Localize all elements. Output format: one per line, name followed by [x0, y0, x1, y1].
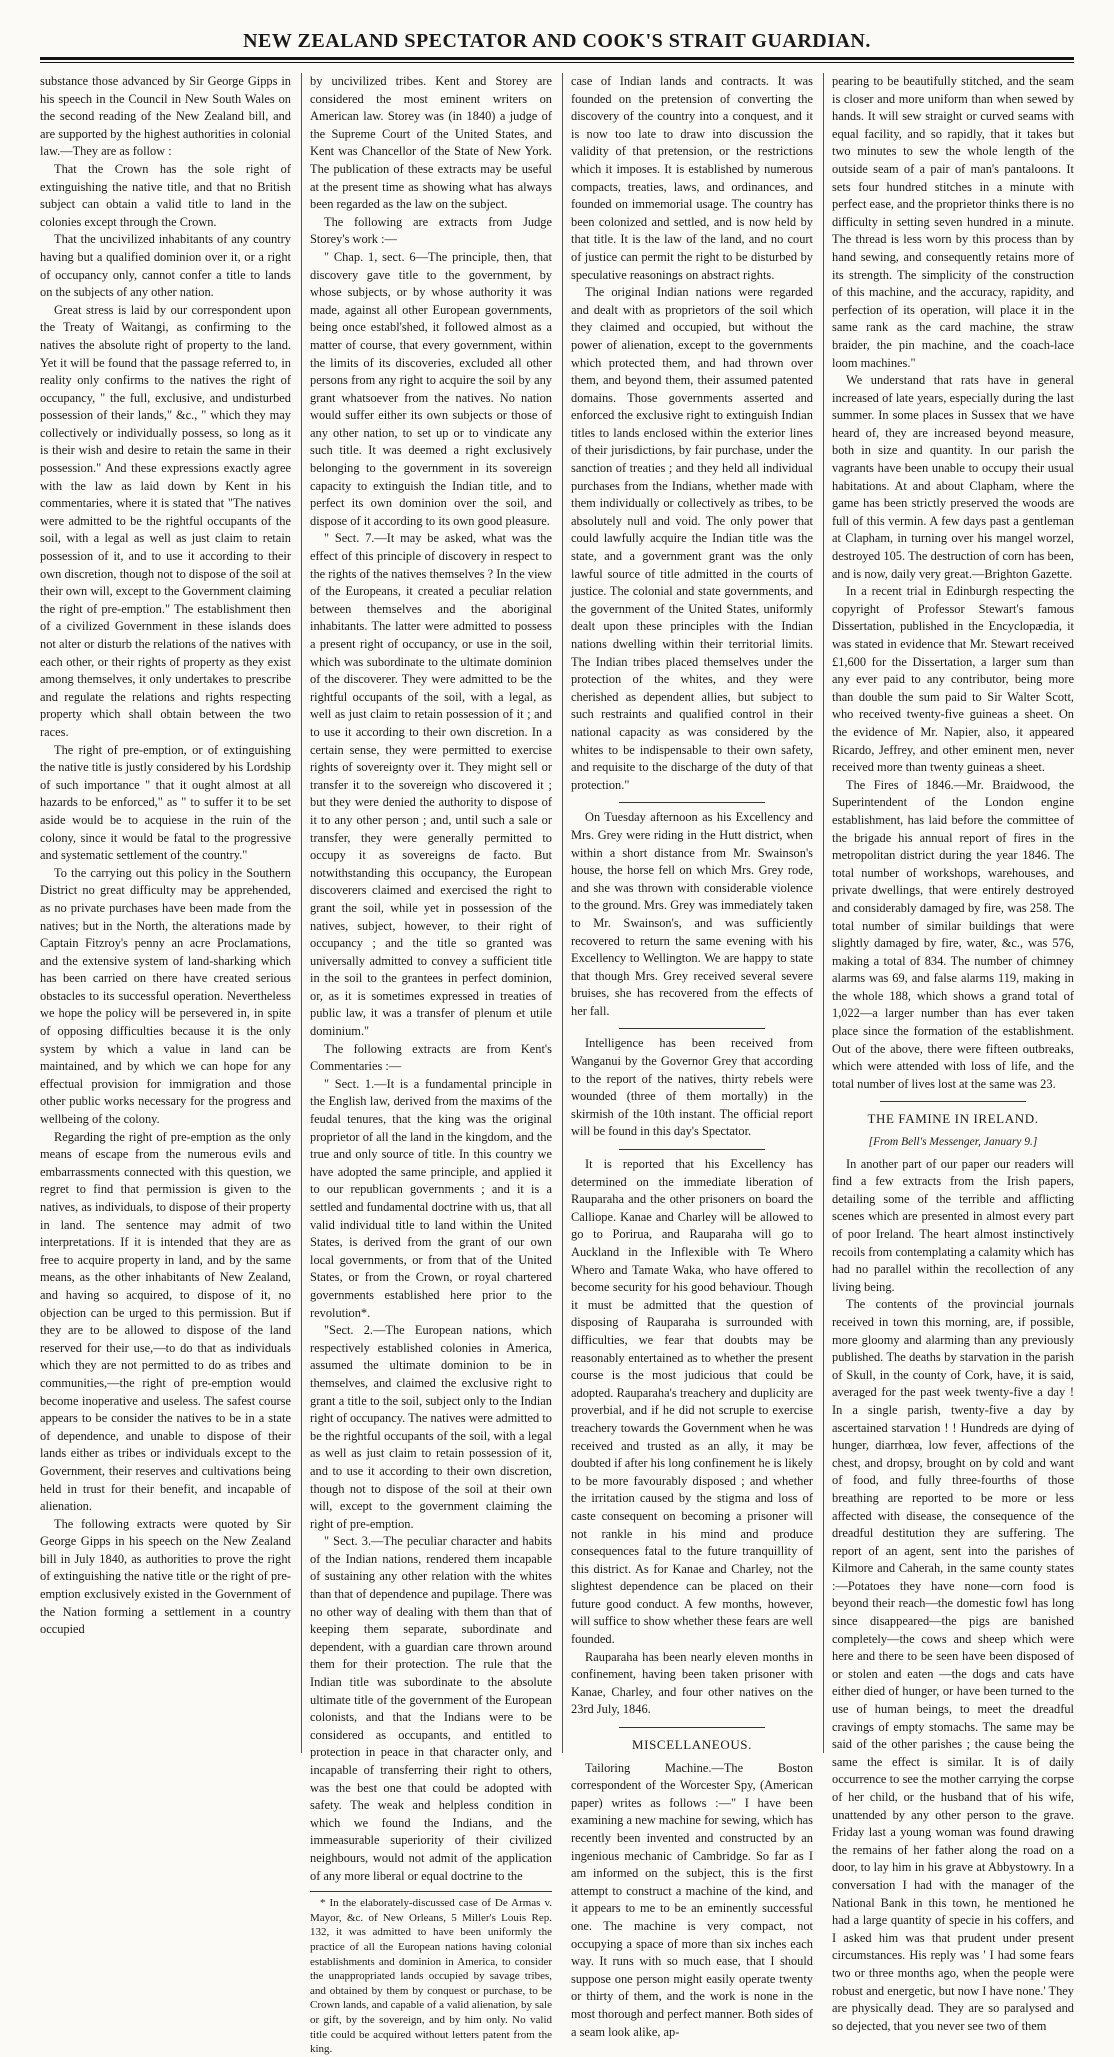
paragraph: by uncivilized tribes. Kent and Storey are considered the most eminent writers on American law. Storey was (in 1840) a judge of the Supreme Court of the United States, and Kent was Chancellor of the State of New York. The publication of these extracts may be useful at the present time as showing what has always been regarded as the law on the subject. [310, 74, 552, 212]
paragraph: The original Indian nations were regarded and dealt with as proprietors of the soil which they claimed and occupied, but without the power of alienation, except to the governments which protected them, and had thrown over them, and beyond them, their assumed patented domains. Those governments asserted and enforced the exclusive right to extinguish Indian titles to lands enclosed within the exterior lines of their jurisdictions, by fair purchase, under the sanction of treaties ; and they held all individual purchases from the Indians, whether made with them individually or collectively as tribes, to be absolutely null and void. The only power that could lawfully acquire the Indian title was the state, and a government grant was the only lawful source of title admitted in the courts of justice. The colonial and state governments, and the government of the United States, uniformly dealt upon these principles with the Indian nations dwelling within their territorial limits. The Indian tribes placed themselves under the protection of the whites, and they were cherished as dependent allies, but subject to such restraints and qualified control in their national capacity as was considered by the whites to be indispensable to their own safety, and requisite to the discharge of the duty of that protection." [571, 285, 813, 792]
paragraph: The following are extracts from Judge Storey's work :— [310, 214, 552, 247]
paragraph: In a recent trial in Edinburgh respecting the copyright of Professor Stewart's famous Dissertation, published in the Encyclopædia, it was stated in evidence that Mr. Stewart received £1,600 for the Dissertation, a larger sum than any ever paid to any contributor, being more than double the sum paid to Sir Walter Scott, who received twenty-five guineas a sheet. On the evidence of Mr. Napier, also, it appeared Ricardo, Jeffrey, and other eminent men, never received more than twenty guineas a sheet. [832, 584, 1074, 775]
paragraph: Rauparaha has been nearly eleven months in confinement, having been taken prisoner with Kanae, Charley, and four other natives on the 23rd July, 1846. [571, 1649, 813, 1717]
paragraph: " Sect. 3.—The peculiar character and habits of the Indian nations, rendered them incapable of sustaining any other relation with the whites than that of dependence and pupilage. There was no other way of dealing with them than that of keeping them separate, subordinate and dependent, with a guardian care thrown around them for their protection. The rule that the Indian title was subordinate to the absolute ultimate title of the government of the European colonists, and that the Indians were to be considered as occupants, and entitled to protection in peace in that character only, and incapable of transferring their right to others, was the best one that could be adopted with safety. The weak and helpless condition in which we found the Indians, and the immeasurable superiority of their civilized neighbours, would not admit of the application of any more liberal or equal doctrine to the [310, 1534, 552, 1883]
column-2 [301, 73, 552, 2056]
article-columns [40, 73, 1074, 2056]
section-title-famine: THE FAMINE IN IRELAND. [867, 1111, 1039, 1127]
paragraph: The following extracts are from Kent's Commentaries :— [310, 1041, 552, 1074]
footnote-text: * In the elaborately-discussed case of De Armas v. Mayor, &c. of New Orleans, 5 Miller's Louis Rep. 132, it was admitted to have been uniformly the practice of all the European nations having colonial establishments and dominion in America, to consider the unappropriated lands occupied by savage tribes, and obtained by them by conquest or purchase, to be Crown lands, and capable of a valid alienation, by sale or gift, by the sovereign, and by him only. No valid title could be acquired without letters patent from the king. [310, 1897, 552, 2056]
paragraph: " Sect. 1.—It is a fundamental principle in the English law, derived from the maxims of the feudal tenures, that the king was the original proprietor of all the land in the kingdom, and the true and only source of title. In this country we have adopted the same principle, and applied it to our republican governments ; and it is a settled and fundamental doctrine with us, that all valid individual title to land within the United States, is derived from the grant of our own local governments, or from that of the United States, or from the Crown, or royal chartered governments established here prior to the revolution*. [310, 1076, 552, 1320]
paragraph: Regarding the right of pre-emption as the only means of escape from the numerous evils and embarrassments connected with this question, we regret to find that permission is given to the natives, as individuals, to dispose of their property in land. The sentence may admit of two interpretations. If it is intended that they are as free to acquire property in land, and by the same means, as the other inhabitants of New Zealand, and having so acquired, to dispose of it, no objection can be urged to this permission. But if they are to be allowed to dispose of the land reserved for their use,—to do that as individuals which they are not permitted to do as tribes and communities,—the right of pre-emption would become inoperative and useless. The safest course appears to be consider the natives to be in a state of dependence, and unable to dispose of their lands either as tribes or individuals except to the Government, their reserves and cultivations being held in trust for their benefit, and incapable of alienation. [40, 1129, 291, 1514]
paragraph: To the carrying out this policy in the Southern District no great difficulty may be apprehended, as no private purchases have been made from the natives; but in the North, the alterations made by Captain Fitzroy's penny an acre Proclamations, and the extensive system of land-sharking which has been carried on there have created serious obstacles to its successful operation. Nevertheless we hope the policy will be persevered in, in spite of opposing difficulties because it is the only system by which a value in land can be maintained, and by which we can hope for any effectual provision for immigration and those other public works necessary for the progress and wellbeing of the colony. [40, 865, 291, 1127]
section-separator [619, 1028, 764, 1029]
paragraph: The following extracts were quoted by Sir George Gipps in his speech on the New Zealand bill in July 1840, as authorities to prove the right of extinguishing the native title or the right of pre-emption exclusively existed in the Government of the Nation forming a settlement in a country occupied [40, 1516, 291, 1637]
paragraph: "Sect. 2.—The European nations, which respectively established colonies in America, assumed the ultimate dominion to be in themselves, and claimed the exclusive right to grant a title to the soil, subject only to the Indian right of occupancy. The natives were admitted to be the rightful occupants of the soil, with a legal as well as just claim to retain possession of it, and to use it according to their own discretion, though not to dispose of the soil at their own will, except to the government claiming the right of pre-emption. [310, 1323, 552, 1531]
paragraph: pearing to be beautifully stitched, and the seam is closer and more uniform than when sewed by hands. It will sew straight or curved seams with equal facility, and so rapidly, that it takes but two minutes to sew the whole length of the outside seam of a pair of man's pantaloons. It sets four hundred stitches in a minute with perfect ease, and the proprietor thinks there is no difficulty in setting seven hundred in a minute. The thread is less worn by this process than by hand sewing, and consequently retains more of its strength. The simplicity of the construction of this machine, and the accuracy, rapidity, and perfection of its operation, will place it in the same rank as the card machine, the straw braider, the pin machine, and the coach-lace loom machines." [832, 74, 1074, 370]
column-3 [562, 73, 813, 2039]
column-4 [823, 73, 1074, 2033]
paragraph: case of Indian lands and contracts. It was founded on the pretension of converting the discovery of the country into a conquest, and it is now too late to draw into discussion the validity of that pretension, or the restrictions which it imposes. It is established by numerous compacts, treaties, laws, and ordinances, and founded on immemorial usage. The country has been colonized and settled, and is now held by that title. It is the law of the land, and no court of justice can permit the right to be disturbed by speculative reasonings on abstract rights. [571, 74, 813, 282]
paragraph: On Tuesday afternoon as his Excellency and Mrs. Grey were riding in the Hutt district, when within a short distance from Mr. Swainson's house, the horse fell on which Mrs. Grey rode, and she was thrown with considerable violence to the ground. Mrs. Grey was immediately taken to Mr. Swainson's, and was sufficiently recovered to return the same evening with his Excellency to Wellington. We are happy to state that though Mrs. Grey received several severe bruises, she has recovered from the effects of her fall. [571, 810, 813, 1018]
paragraph: " Chap. 1, sect. 6—The principle, then, that discovery gave title to the government, by whose subjects, or by whose authority it was made, against all other European governments, being once establ'shed, it followed almost as a matter of course, that every government, within the limits of its discoveries, excluded all other persons from any right to acquire the soil by any grant whatsoever from the natives. No nation would suffer either its own subjects or those of any other nation, to set up or to vindicate any such title. It was deemed a right exclusively belonging to the government in its sovereign capacity to extinguish the Indian title, and to perfect its own dominion over the soil, and dispose of it according to its own good pleasure. [310, 249, 552, 528]
paragraph: " Sect. 7.—It may be asked, what was the effect of this principle of discovery in respect to the rights of the natives themselves ? In the view of the Europeans, it created a peculiar relation between themselves and the aboriginal inhabitants. The latter were admitted to possess a present right of occupancy, or use in the soil, which was subordinate to the ultimate dominion of the discoverer. They were admitted to be the rightful occupants of the soil, with a legal, as well as just claim to retain possession of it ; and to use it according to their own discretion. In a certain sense, they were permitted to exercise rights of sovereignty over it. They might sell or transfer it to the sovereign who discovered it ; but they were denied the authority to dispose of it to any other person ; and, until such a sale or transfer, they were generally permitted to occupy it as sovereigns de facto. But notwithstanding this occupancy, the European discoverers claimed and exercised the right to grant the soil, while yet in possession of the natives, subject, however, to their right of occupancy ; and the title so granted was universally admitted to convey a sufficient title in the soil to the grantees in perfect dominion, or, as it is sometimes expressed in treaties of public law, it was a transfer of plenum et utile dominium." [310, 531, 552, 1039]
paragraph: That the uncivilized inhabitants of any country having but a qualified dominion over it, or a right of occupancy only, cannot confer a title to lands on the subjects of any other nation. [40, 232, 291, 300]
section-separator [619, 1149, 764, 1150]
masthead-rule-thin [40, 62, 1074, 63]
paragraph: The right of pre-emption, or of extinguishing the native title is justly considered by his Lordship of such importance " that it ought almost at all hazards to be enforced," as " to suffer it to be set aside would be to acquiese in the ruin of the colony, since it would be fatal to the progressive and systematic settlement of the country." [40, 742, 291, 863]
paragraph: We understand that rats have in general increased of late years, especially during the last summer. In some places in Sussex that we have heard of, they are increased beyond measure, both in size and quantity. In our parish the vagrants have been unable to occupy their usual habitations. At and about Clapham, where the game has been strictly preserved the woods are full of this vermin. A few days past a gentleman at Clapham, in turning over his mangel worzel, destroyed 105. The destruction of corn has been, and is now, daily very great.—Brighton Gazette. [832, 373, 1074, 581]
paragraph: That the Crown has the sole right of extinguishing the native title, and that no British subject can obtain a valid title to land in the colonies except through the Crown. [40, 161, 291, 229]
paragraph: The contents of the provincial journals received in town this morning, are, if possible, more gloomy and alarming than any previously published. The deaths by starvation in the parish of Skull, in the county of Cork, have, it is said, averaged for the past week twenty-five a day ! In a single parish, twenty-five a day by ascertained starvation ! ! Hundreds are dying of hunger, diarrhœa, low fever, affections of the chest, and dropsy, brought on by cold and want of food, and fully three-fourths of those breathing are reported to be more or less affected with disease, the consequence of the dreadful destitution they are suffering. The report of an agent, sent into the parishes of Kilmore and Caherah, in the same county states :—Potatoes they have none—corn food is beyond their reach—the domestic fowl has long since disappeared—the pigs are banished completely—the cows and sheep which were here and there to be seen have been disposed of or stolen and eaten —the dogs and cats have either died of hunger, or have been turned to the use of human beings, to meet the dreadful cravings of empty stomachs. The same may be said of the other parishes ; the cause being the same the effect is similar. It is of daily occurrence to see the mother carrying the corpse of her child, or the husband that of his wife, unattended by any other person to the grave. Friday last a young woman was found drawing the remains of her father along the road on a door, to lay him in his grave at Abbystowry. In a conversation I had with the manager of the National Bank in this town, he mentioned he had a large quantity of specie in his coffers, and I asked him was that prudent under present circumstances. His reply was ' I had some fears two or three months ago, when the people were robust and energetic, but now I have none.' They are physically dead. They are so paralysed and so dejected, that you never see two of them [832, 1297, 1074, 2033]
column-1 [40, 73, 291, 1753]
paragraph: Intelligence has been received from Wanganui by the Governor Grey that according to the report of the natives, thirty rebels were wounded (three of them mortally) in the skirmish of the 10th instant. The official report will be found in this day's Spectator. [571, 1036, 813, 1139]
masthead: NEW ZEALAND SPECTATOR AND COOK'S STRAIT GUARDIAN. [243, 30, 871, 52]
masthead-rule-thick [40, 57, 1074, 60]
paragraph: Great stress is laid by our correspondent upon the Treaty of Waitangi, as confirming to the natives the absolute right of property to the land. Yet it will be found that the passage referred to, in reality only confirms to the natives the right of occupancy, " the full, exclusive, and undisturbed possession of their lands," &c., " which they may collectively or individually possess, so long as it is their wish and desire to retain the same in their possession." And these expressions exactly agree with the law as laid down by Kent in his commentaries, where it is stated that "The natives were admitted to be the rightful occupants of the soil, with a legal as well as just claim to retain possession of it, and to use it according to their own discretion, though not to dispose of the soil at their own will, except to the Government claiming the right of pre-emption." The establishment then of a civilized Government in these islands does not alter or disturb the relations of the natives with each other, or their rights of property as they exist among themselves, it only undertakes to prescribe and regulate the relations and rights respecting property which shall obtain between the two races. [40, 302, 291, 739]
paragraph: The Fires of 1846.—Mr. Braidwood, the Superintendent of the London engine establishment, has laid before the committee of the brigade his annual report of fires in the metropolitan district during the year 1846. The total number of workshops, warehouses, and private dwellings, that were entirely destroyed and considerably damaged by fire, was 258. The total number of similar buildings that were slightly damaged by fire, water, &c., was 576, making a total of 834. The number of chimney alarms was 69, and false alarms 119, making in the whole 188, which shows a grand total of 1,022—a larger number than has ever taken place since the formation of the establishment. Out of the above, there were fifteen outbreaks, which were attended with loss of life, and the total number of lives lost at the same was 23. [832, 777, 1074, 1091]
paragraph: substance those advanced by Sir George Gipps in his speech in the Council in New South Wales on the second reading of the New Zealand bill, and are supported by the highest authorities in colonial law.—They are as follow : [40, 74, 291, 159]
section-separator [880, 1101, 1025, 1102]
footnote [310, 1891, 552, 2057]
paragraph: In another part of our paper our readers will find a few extracts from the Irish papers, detailing some of the terrible and afflicting scenes which are presented in almost every part of poor Ireland. The heart almost instinctively recoils from contemplating a calamity which has had no parallel within the recollection of any living being. [832, 1156, 1074, 1294]
section-separator [619, 1727, 764, 1728]
source-line: [From Bell's Messenger, January 9.] [868, 1136, 1038, 1149]
section-separator [619, 802, 764, 803]
section-title-miscellaneous: MISCELLANEOUS. [632, 1737, 752, 1753]
paragraph: Tailoring Machine.—The Boston correspondent of the Worcester Spy, (American paper) writes as follows :—" I have been examining a new machine for sewing, which has recently been invented and constructed by an ingenious mechanic of Cambridge. So far as I am informed on the subject, this is the first attempt to construct a machine of the kind, and it appears to me to be an eminently successful one. The machine is very compact, not occupying a space of more than six inches each way. It runs with so much ease, that I should suppose one person might easily operate twenty or thirty of them, and the work is none in the most thorough and perfect manner. Both sides of a seam look alike, ap- [571, 1760, 813, 2039]
paragraph: It is reported that his Excellency has determined on the immediate liberation of Rauparaha and the other prisoners on board the Calliope. Kanae and Charley will be allowed to go to Porirua, and Rauparaha will go to Auckland in the Inflexible with Te Whero Whero and Tamate Waka, who have offered to become security for his good behaviour. Though it must be admitted that the question of disposing of Rauparaha is surrounded with difficulties, we fear that doubts may be reasonably entertained as to whether the present course is the most judicious that could be adopted. Rauparaha's treachery and duplicity are proverbial, and if he did not scruple to exercise treachery towards the Government when he was received and trusted as an ally, it may be doubted if after his long confinement he is likely to be more favourably disposed ; and whether the irritation caused by the stigma and loss of caste consequent on becoming a prisoner will not rankle in his mind and produce consequences fatal to the future tranquillity of this district. As for Kanae and Charley, not the slightest dependence can be placed on their future good conduct. A few months, however, will suffice to show whether these fears are well founded. [571, 1157, 813, 1647]
